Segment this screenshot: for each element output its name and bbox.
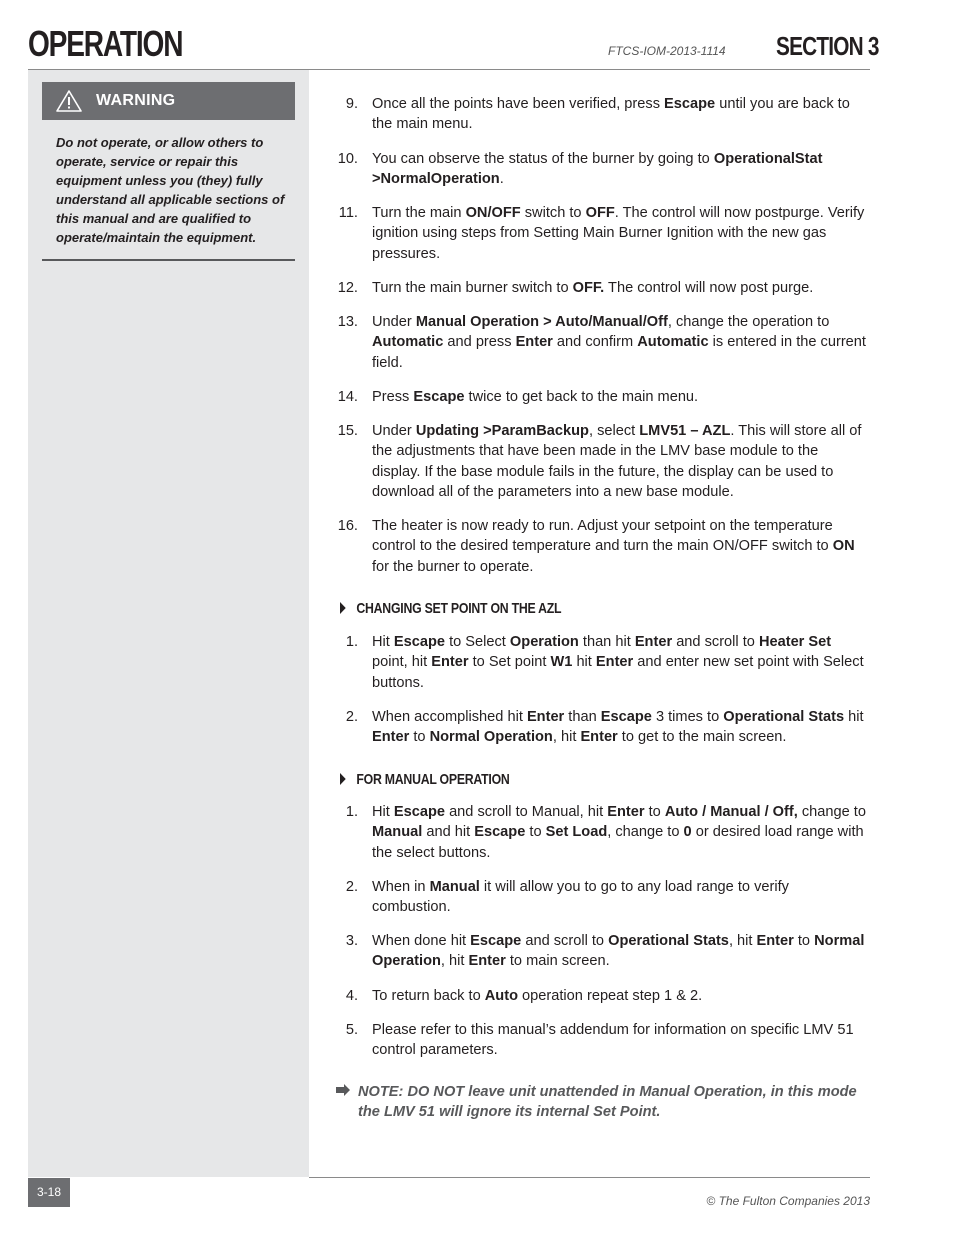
item-number: 10. [337,151,358,167]
item-number: 1. [345,634,358,650]
item-text: The heater is now ready to run. Adjust your setpoint on the temperature control to the desired temperature and turn the main ON/OFF switch to ON for the burner to operate. [372,518,855,575]
list-item [336,986,866,1006]
list-item [336,707,866,748]
item-text: When accomplished hit Enter than Escape 3 times to Operational Stats hit Enter to Normal Operation, hit Enter to get to the main screen. [372,709,864,746]
list-item [336,312,866,373]
item-text: Please refer to this manual’s addendum for information on specific LMV 51 control parameters. [372,1022,854,1059]
item-number: 9. [345,96,358,112]
list-item [336,802,866,863]
warning-label: WARNING [96,92,176,109]
item-text: Under Updating >ParamBackup, select LMV51 – AZL. This will store all of the adjustments that have been made in the LMV base module to the display. If the base module fails in the future, the display can be used to download all of the parameters into a new base module. [372,423,862,501]
warning-header [42,82,295,120]
item-text: You can observe the status of the burner by going to OperationalStat >NormalOperation. [372,151,823,188]
list-item [336,877,866,918]
note-text: NOTE: DO NOT leave unit unattended in Manual Operation, in this mode the LMV 51 will ignore its internal Set Point. [358,1084,857,1121]
item-text: Hit Escape to Select Operation than hit Enter and scroll to Heater Set point, hit Enter to Set point W1 hit Enter and enter new set point with Select buttons. [372,634,864,691]
triangle-bullet-icon [340,602,346,614]
triangle-bullet-icon [340,773,346,785]
item-number: 4. [345,988,358,1004]
list-item [336,94,866,135]
item-number: 2. [345,879,358,895]
pointing-hand-icon [336,1082,350,1102]
page-number: 3-18 [28,1178,70,1207]
warning-divider [42,259,295,261]
list-item [336,278,866,298]
item-text: When done hit Escape and scroll to Operational Stats, hit Enter to Normal Operation, hit Enter to main screen. [372,933,865,970]
list-item [336,1020,866,1061]
list-item [336,931,866,972]
warning-triangle-icon [56,90,82,112]
item-number: 5. [345,1022,358,1038]
section-label: SECTION 3 [776,31,879,61]
item-text: Turn the main ON/OFF switch to OFF. The control will now postpurge. Verify ignition using steps from Setting Main Burner Ignition with the new gas pressures. [372,205,865,262]
list-item [336,516,866,577]
item-text: When in Manual it will allow you to go to any load range to verify combustion. [372,879,789,916]
item-text: To return back to Auto operation repeat step 1 & 2. [372,988,703,1004]
copyright: © The Fulton Companies 2013 [706,1194,870,1208]
item-number: 11. [338,205,358,221]
item-text: Under Manual Operation > Auto/Manual/Off, change the operation to Automatic and press Enter and confirm Automatic is entered in the current field. [372,314,866,371]
item-number: 1. [345,804,358,820]
item-number: 15. [337,423,358,439]
page-title: OPERATION [28,23,183,64]
item-number: 16. [337,518,358,534]
subheading-set-point: CHANGING SET POINT ON THE AZL [340,600,561,617]
list-item [336,149,866,190]
item-text: Turn the main burner switch to OFF. The control will now post purge. [372,280,814,296]
document-id: FTCS-IOM-2013-1114 [608,44,726,58]
note [336,1082,866,1123]
item-number: 14. [337,389,358,405]
item-text: Hit Escape and scroll to Manual, hit Enter to Auto / Manual / Off, change to Manual and hit Escape to Set Load, change to 0 or desired load range with the select buttons. [372,804,866,861]
list-item [336,421,866,503]
list-item [336,387,866,407]
item-number: 13. [337,314,358,330]
subheading-manual-operation: FOR MANUAL OPERATION [340,771,510,788]
list-item [336,632,866,693]
item-number: 2. [345,709,358,725]
item-text: Once all the points have been verified, press Escape until you are back to the main menu. [372,96,850,133]
item-text: Press Escape twice to get back to the main menu. [372,389,699,405]
warning-text: Do not operate, or allow others to operate, service or repair this equipment unless you (they) fully understand all applicable sections of this manual and are qualified to operate/maintain the equipment. [56,135,285,245]
item-number: 3. [345,933,358,949]
item-number: 12. [337,280,358,296]
list-item [336,203,866,264]
footer-divider [309,1177,870,1178]
